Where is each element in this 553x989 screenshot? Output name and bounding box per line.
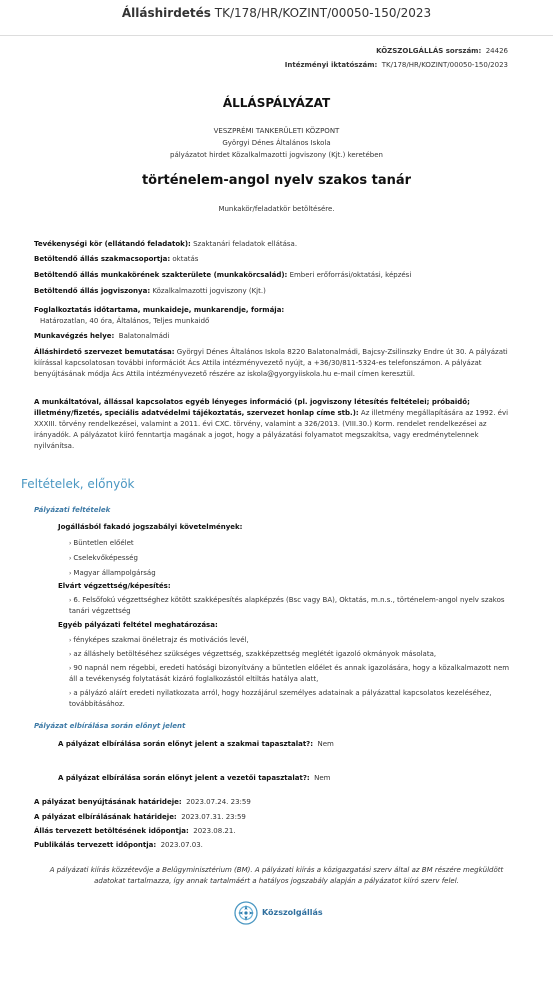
iktato-value: TK/178/HR/KOZINT/00050-150/2023: [381, 61, 508, 69]
header-title-rest: TK/178/HR/KOZINT/00050-150/2023: [210, 6, 432, 20]
detail-jogviszony: Betöltendő állás jogviszonya: Közalkalmazotti jogviszony (Kjt.): [34, 287, 266, 295]
other-condition-item: › fényképes szakmai önéletrajz és motivációs levél,: [69, 636, 249, 644]
legal-item: › Magyar állampolgárság: [69, 569, 156, 577]
detail-szakmacsoport: Betöltendő állás szakmacsoportja: oktatás: [34, 255, 199, 263]
education-item: › 6. Felsőfokú végzettséghez kötött szakképesítés alapképzés (Bsc vagy BA), Oktatás, m.n.s., történelem-angol nyelv szakos tanári végzettség: [69, 596, 505, 615]
chevron-right-icon: ›: [69, 540, 72, 547]
other-condition-item: › az álláshely betöltéséhez szükséges végzettség, szakképzettség meglétét igazoló okmányok másolata,: [69, 650, 437, 658]
other-condition-item: › 90 napnál nem régebbi, eredeti hatósági bizonyítvány a büntetlen előélet és annak igazolására, hogy a közalkalmazott nem áll a tevékenység folytatását kizáró foglalkozástól eltiltás hatálya alatt,: [69, 664, 510, 683]
detail-tevekenyseg: Tevékenységi kör (ellátandó feladatok): Szaktanári feladatok ellátása.: [34, 240, 298, 248]
advantage-row: A pályázat elbírálása során előnyt jelent a szakmai tapasztalat?: Nem: [58, 740, 334, 748]
date-row: A pályázat elbírálásának határideje: 2023.07.31. 23:59: [34, 813, 246, 821]
chevron-right-icon: ›: [69, 665, 72, 672]
chevron-right-icon: ›: [69, 555, 72, 562]
detail-szakterulet: Betöltendő állás munkakörének szakterülete (munkakörcsalád): Emberi erőforrási/oktatási, képzési: [34, 271, 412, 279]
education-label: Elvárt végzettség/képesítés:: [58, 582, 171, 590]
date-row: Publikálás tervezett időpontja: 2023.07.03.: [34, 841, 203, 849]
employment-label: Foglalkoztatás időtartama, munkaideje, munkarendje, formája:: [34, 306, 285, 314]
kozszolgallas-logo: [234, 895, 324, 931]
advantage-row: A pályázat elbírálása során előnyt jelent a vezetői tapasztalat?: Nem: [58, 774, 331, 782]
conditions-title: Feltételek, előnyök: [21, 477, 135, 491]
legal-item: › Cselekvőképesség: [69, 554, 138, 562]
legal-label: Jogállásból fakadó jogszabályi követelmények:: [58, 523, 243, 531]
chevron-right-icon: ›: [69, 690, 72, 697]
org-line2: Györgyi Dénes Általános Iskola: [222, 139, 331, 147]
date-row: A pályázat benyújtásának határideje: 2023.07.24. 23:59: [34, 798, 251, 806]
header-title-bold: Álláshirdetés: [121, 6, 211, 20]
palyazati-feltetelek-title: Pályázati feltételek: [34, 506, 111, 514]
sorszam-row: [376, 47, 508, 55]
iktato-label: Intézményi iktatószám:: [284, 61, 378, 69]
location-row: Munkavégzés helye: Balatonalmádi: [34, 332, 170, 340]
other-info-row: A munkáltatóval, állással kapcsolatos egyéb lényeges információ (pl. jogviszony létesítés feltételei; próbaidő; illetmény/fizetés, speciális adatvédelmi tájékoztatás, szervezet honlap címe stb.): Az illetmény megállapítására az 1992. évi XXXIII. törvény rendelkezései, valamint a 2011. évi CXC. törvény, valamint a 326/2013. (VIII.30.) Korm. rendelet rendelkezései az irányadók. A pályázatot kiíró fenntartja magának a jogot, hogy a pályázatási folyamatot megszakítsa, vagy eredménytelennek nyilvánítsa.: [34, 398, 509, 450]
advantage-title: Pályázat elbírálása során előnyt jelent: [34, 722, 186, 730]
org-line1: VESZPRÉMI TANKERÜLETI KÖZPONT: [213, 127, 340, 135]
logo-text: Közszolgállás: [262, 908, 323, 917]
org-line3: pályázatot hirdet Közalkalmazotti jogviszony (Kjt.) keretében: [170, 151, 383, 159]
chevron-right-icon: ›: [69, 651, 72, 658]
sorszam-label: KÖZSZOLGÁLLÁS sorszám:: [376, 47, 482, 55]
position-sub: Munkakör/feladatkör betöltésére.: [218, 205, 335, 213]
legal-item: › Büntetlen előélet: [69, 539, 134, 547]
date-row: Állás tervezett betöltésének időpontja: 2023.08.21.: [34, 827, 236, 835]
page-heading: ÁLLÁSPÁLYÁZAT: [222, 96, 331, 110]
employment-value: Határozatlan, 40 óra, Általános, Teljes munkaidő: [40, 317, 210, 325]
iktato-row: [285, 61, 508, 69]
chevron-right-icon: ›: [69, 570, 72, 577]
position-title: történelem-angol nyelv szakos tanár: [141, 173, 412, 188]
sorszam-value: 24426: [485, 47, 508, 55]
chevron-right-icon: ›: [69, 597, 72, 604]
other-conditions-label: Egyéb pályázati feltétel meghatározása:: [58, 621, 218, 629]
other-condition-item: › a pályázó aláírt eredeti nyilatkozata arról, hogy hozzájárul személyes adatainak a pályázattal kapcsolatos kezeléséhez, továbbításához.: [69, 689, 492, 708]
chevron-right-icon: ›: [69, 637, 72, 644]
presenter-row: Álláshirdető szervezet bemutatása: Györgyi Dénes Általános Iskola 8220 Balatonalmádi, Bajcsy-Zsilinszky Endre út 30. A pályázati kiírással kapcsolatosan további információt Ács Attila intézményvezető nyújt, a +36/30/811-5324-es telefonszámon. A pályázat benyújtásának módja Ács Attila intézményvezető részére az iskola@gyorgyiiskola.hu e-mail címen keresztül.: [34, 348, 508, 378]
logo-emblem-icon: [234, 901, 258, 925]
footer-note: A pályázati kiírás közzétevője a Belügyminisztérium (BM). A pályázati kiírás a közigazgatási szerv által az BM részére megküldött adatokat tartalmazza, így annak tartalmáért a hatályos jogszabály alapján a pályázatot kiíró szerv felel.: [49, 866, 504, 885]
page-header: [0, 0, 553, 36]
